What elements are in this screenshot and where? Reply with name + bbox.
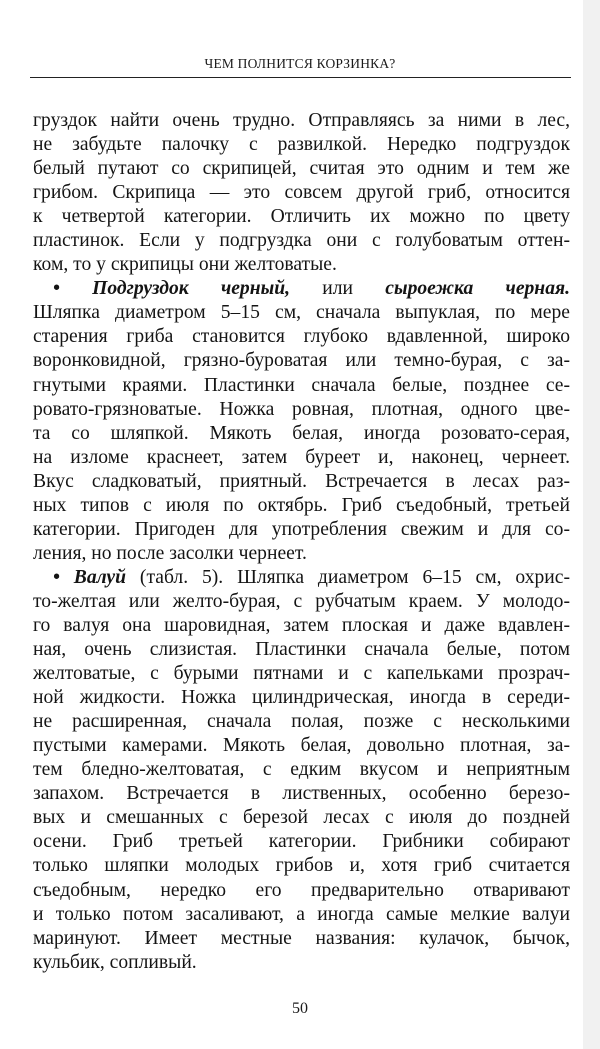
text-line: ной жидкости. Ножка цилиндрическая, иногда в середи- [33,687,570,709]
text-line: желтоватые, с бурыми пятнами и с капельками прозрач- [33,663,570,685]
header-rule [30,77,571,78]
text-line: ления, но после засолки чернеет. [33,542,307,564]
text-line: ная, очень слизистая. Пластинки сначала белые, потом [33,639,570,661]
text-line: Вкус сладковатый, приятный. Встречается в лесах раз- [33,470,570,492]
text-line: воронковидной, грязно-буроватая или темно-бурая, с за- [33,350,570,372]
text-line: съедобным, нередко его предварительно отваривают [33,879,570,901]
bullet: • [53,566,60,588]
entry-heading-line [33,277,570,301]
page-edge-shadow [583,0,600,1049]
paragraph-valui [33,566,570,975]
text-line: вых и смешанных с березой лесах с июля до поздней [33,807,570,829]
text-fragment: (табл. 5). Шляпка диаметром 6–15 см, охрис- [139,566,571,588]
bullet: • [53,278,60,300]
text-line: го валуя она шаровидная, затем плоская и даже вдавлен- [33,614,570,636]
text-line: ровато-грязноватые. Ножка ровная, плотная, одного цве- [33,398,570,420]
text-line: Шляпка диаметром 5–15 см, сначала выпуклая, по мере [33,302,570,324]
species-name: Валуй [73,566,127,588]
text-line: ком, то у скрипицы они желтоватые. [33,254,337,276]
species-name: Подгруздок черный, [92,278,290,300]
text-line: не забудьте палочку с развилкой. Нередко подгруздок [33,134,570,156]
entry-heading-line [33,566,570,590]
text-line: тем бледно-желтоватая, с едким вкусом и неприятным [33,759,570,781]
text-line: категории. Пригоден для употребления свежим и для со- [33,518,570,540]
text-line: пластинок. Если у подгруздка они с голубоватым оттен- [33,230,570,252]
page-number: 50 [292,1000,308,1017]
connector: или [322,278,354,300]
text-line: осени. Гриб третьей категории. Грибники собирают [33,831,570,853]
text-line: грибом. Скрипица — это совсем другой гриб, относится [33,182,570,204]
text-line: не расширенная, сначала полая, позже с несколькими [33,711,570,733]
page-body [33,109,570,975]
paragraph-podgruzdok-belyi-continuation [33,109,570,277]
text-line: то-желтая или желто-бурая, с рубчатым краем. У молодо- [33,590,570,612]
text-line: и только потом засаливают, а иногда самые мелкие валуи [33,903,570,925]
text-line: груздок найти очень трудно. Отправляясь за ними в лес, [33,110,570,131]
text-line: ных типов с июля по октябрь. Гриб съедобный, третьей [33,494,570,516]
text-line: запахом. Встречается в лиственных, особенно березо- [33,783,570,805]
species-alt-name: сыроежка черная. [385,278,570,300]
text-line: белый путают со скрипицей, считая это одним и тем же [33,158,570,180]
text-line: только шляпки молодых грибов и, хотя гриб считается [33,855,570,877]
text-line: пустыми камерами. Мякоть белая, довольно плотная, за- [33,735,570,757]
running-head: ЧЕМ ПОЛНИТСЯ КОРЗИНКА? [204,56,396,71]
text-line: на изломе краснеет, затем буреет и, наконец, чернеет. [33,446,570,468]
text-line: маринуют. Имеет местные названия: кулачок, бычок, [33,927,570,949]
text-line: кульбик, сопливый. [33,951,197,973]
paragraph-podgruzdok-chernyi [33,277,570,566]
text-line: к четвертой категории. Отличить их можно по цвету [33,206,570,228]
text-line: та со шляпкой. Мякоть белая, иногда розовато-серая, [33,422,570,444]
text-line: старения гриба становится глубоко вдавленной, широко [33,326,570,348]
text-line: гнутыми краями. Пластинки сначала белые, позднее се- [33,374,570,396]
